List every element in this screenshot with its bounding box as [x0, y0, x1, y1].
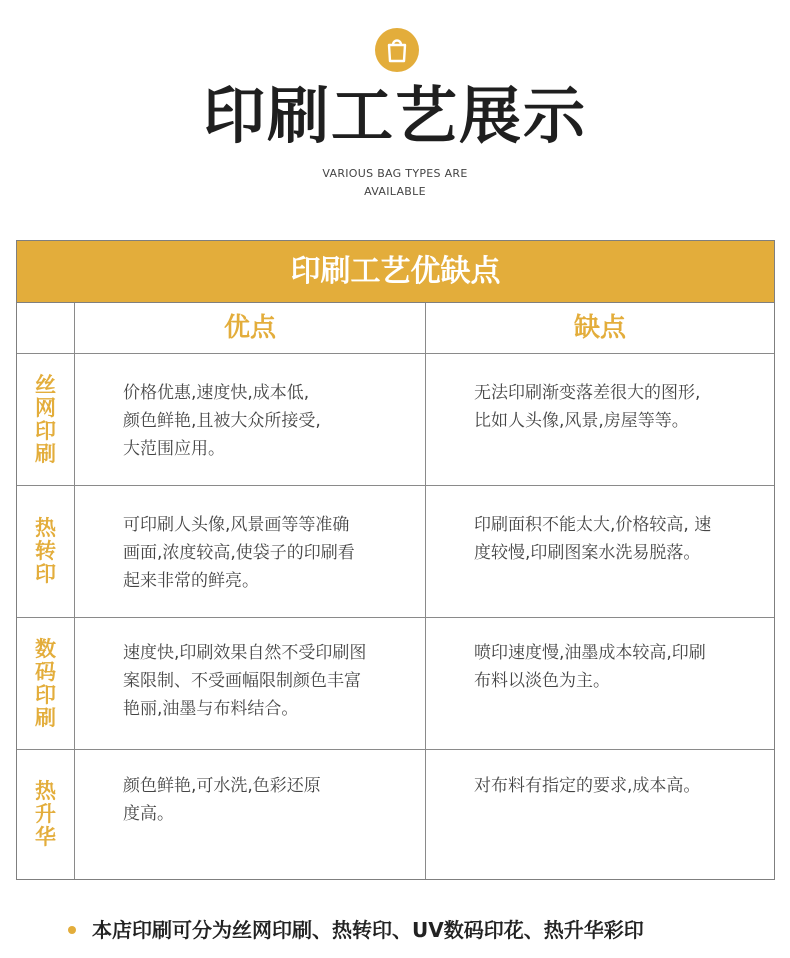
bullet-dot-icon — [68, 926, 76, 934]
row-label-sublimation — [17, 750, 74, 879]
page-subtitle — [0, 165, 790, 201]
cell-pros: 颜色鲜艳,可水洗,色彩还原 度高。 — [123, 776, 321, 824]
row-label-heat-transfer — [17, 486, 74, 617]
cell-pros: 价格优惠,速度快,成本低, 颜色鲜艳,且被大众所接受, 大范围应用。 — [123, 383, 321, 459]
cell-cons: 印刷面积不能太大,价格较高, 速 度较慢,印刷图案水洗易脱落。 — [474, 515, 712, 563]
cell-cons: 对布料有指定的要求,成本高。 — [474, 776, 701, 796]
row-divider — [17, 749, 774, 750]
column-divider — [425, 303, 426, 879]
cell-pros: 可印刷人头像,风景画等等准确 画面,浓度较高,使袋子的印刷看 起来非常的鲜亮。 — [123, 515, 355, 591]
column-header-pros: 优点 — [223, 313, 276, 343]
table-title: 印刷工艺优缺点 — [17, 241, 774, 303]
shopping-bag-icon — [375, 28, 419, 72]
comparison-table — [16, 240, 775, 880]
cell-pros: 速度快,印刷效果自然不受印刷图 案限制、不受画幅限制颜色丰富 艳丽,油墨与布料结合。 — [123, 643, 367, 719]
cell-cons: 喷印速度慢,油墨成本较高,印刷 布料以淡色为主。 — [474, 643, 706, 691]
row-label-text: 热升华 — [35, 779, 56, 849]
column-divider — [74, 303, 75, 879]
row-divider — [17, 353, 774, 354]
row-label-text: 丝网印刷 — [35, 372, 56, 466]
cell-cons: 无法印刷渐变落差很大的图形, 比如人头像,风景,房屋等等。 — [474, 383, 701, 431]
row-divider — [17, 485, 774, 486]
subtitle-line-1: VARIOUS BAG TYPES ARE — [322, 167, 468, 180]
column-header-cons: 缺点 — [573, 313, 626, 343]
row-label-text: 热转印 — [35, 516, 56, 586]
row-label-digital-printing — [17, 618, 74, 749]
subtitle-line-2: AVAILABLE — [364, 185, 426, 198]
footer-note — [68, 915, 644, 945]
row-divider — [17, 617, 774, 618]
footer-note-text: 本店印刷可分为丝网印刷、热转印、UV数码印花、热升华彩印 — [92, 918, 644, 942]
page-title: 印刷工艺展示 — [202, 79, 587, 152]
row-label-text: 数码印刷 — [35, 636, 56, 730]
row-label-screen-printing — [17, 354, 74, 485]
